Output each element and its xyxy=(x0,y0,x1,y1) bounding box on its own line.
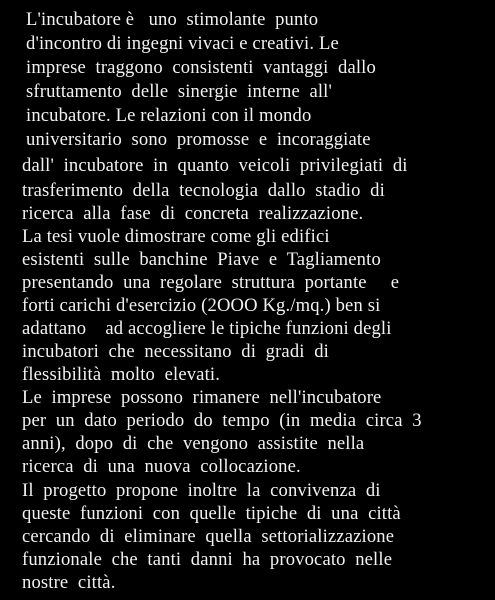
text-line: adattano ad accogliere le tipiche funzioni degli xyxy=(22,318,392,339)
text-line: per un dato periodo do tempo (in media circa 3 xyxy=(22,410,422,431)
text-line: trasferimento della tecnologia dallo stadio di xyxy=(22,180,385,201)
text-line: ricerca di una nuova collocazione. xyxy=(22,456,301,477)
text-line: L'incubatore è uno stimolante punto xyxy=(26,9,319,30)
text-line: dall' incubatore in quanto veicoli privilegiati di xyxy=(22,155,408,176)
text-line: incubatori che necessitano di gradi di xyxy=(22,341,329,362)
text-line: Il progetto propone inoltre la convivenza di xyxy=(22,480,381,501)
text-line: cercando di eliminare quella settorializzazione xyxy=(22,526,395,547)
text-line: ricerca alla fase di concreta realizzazione. xyxy=(22,203,364,224)
text-line: Le imprese possono rimanere nell'incubatore xyxy=(22,387,382,408)
text-line: La tesi vuole dimostrare come gli edifici xyxy=(22,226,330,247)
text-line: imprese traggono consistenti vantaggi dallo xyxy=(26,57,376,78)
text-line: funzionale che tanti danni ha provocato nelle xyxy=(22,549,393,570)
text-line: flessibilità molto elevati. xyxy=(22,364,220,385)
text-line: esistenti sulle banchine Piave e Tagliamento xyxy=(22,249,381,270)
text-line: anni), dopo di che vengono assistite nella xyxy=(22,433,365,454)
text-line: d'incontro di ingegni vivaci e creativi. Le xyxy=(26,33,339,54)
text-line: nostre città. xyxy=(22,572,116,593)
text-line: universitario sono promosse e incoraggiate xyxy=(26,129,371,150)
text-line: incubatore. Le relazioni con il mondo xyxy=(26,105,312,126)
text-line: forti carichi d'esercizio (2OOO Kg./mq.) ben si xyxy=(22,295,381,316)
text-line: queste funzioni con quelle tipiche di una città xyxy=(22,503,401,524)
text-line: presentando una regolare struttura portante e xyxy=(22,272,400,293)
text-line: sfruttamento delle sinergie interne all' xyxy=(26,81,332,102)
